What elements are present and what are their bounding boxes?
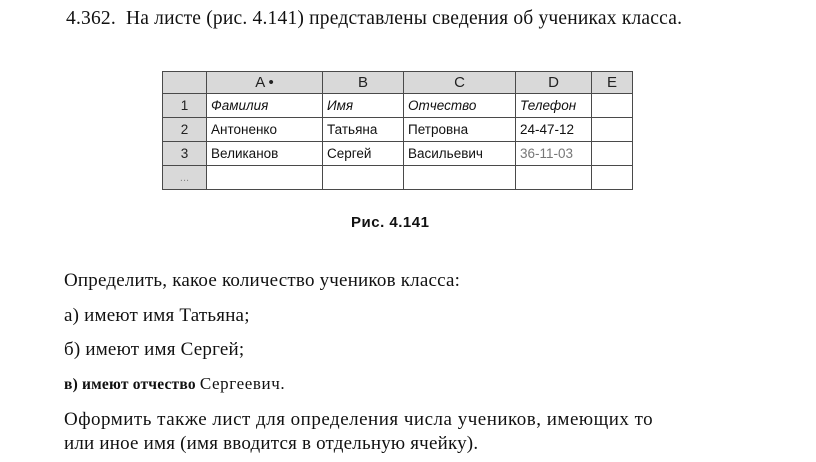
row-number: 1	[163, 94, 207, 118]
extra-task-line-1: Оформить также лист для определения числа учеников, имеющих то	[64, 409, 654, 430]
problem-statement	[66, 8, 682, 30]
table-row	[163, 94, 633, 118]
row-number: 2	[163, 118, 207, 142]
cell-d4	[516, 166, 592, 190]
cell-a4	[207, 166, 323, 190]
cell-c3: Васильевич	[404, 142, 516, 166]
cell-d3: 36-11-03	[516, 142, 592, 166]
question-b: б) имеют имя Сергей;	[64, 339, 245, 360]
cell-e2	[592, 118, 633, 142]
table-row	[163, 142, 633, 166]
cell-c1: Отчество	[404, 94, 516, 118]
table-row	[163, 118, 633, 142]
cell-c4	[404, 166, 516, 190]
question-a: а) имеют имя Татьяна;	[64, 305, 250, 326]
cell-e4	[592, 166, 633, 190]
row-number: 3	[163, 142, 207, 166]
column-header-d: D	[516, 72, 592, 94]
extra-task-line-2: или иное имя (имя вводится в отдельную ячейку).	[64, 433, 479, 454]
column-header-b: B	[323, 72, 404, 94]
cell-e3	[592, 142, 633, 166]
question-c-bold: в) имеют отчество	[64, 376, 196, 393]
column-header-a: A •	[207, 72, 323, 94]
cell-b1: Имя	[323, 94, 404, 118]
cell-a1: Фамилия	[207, 94, 323, 118]
problem-text: На листе (рис. 4.141) представлены сведения об учениках класса.	[125, 8, 683, 29]
spreadsheet-figure	[162, 71, 633, 190]
cell-a3: Великанов	[207, 142, 323, 166]
cell-d1: Телефон	[516, 94, 592, 118]
header-mark: •	[268, 74, 274, 91]
cell-a2: Антоненко	[207, 118, 323, 142]
cell-b2: Татьяна	[323, 118, 404, 142]
column-header-row	[163, 72, 633, 94]
cell-e1	[592, 94, 633, 118]
cell-c2: Петровна	[404, 118, 516, 142]
question-c	[64, 374, 285, 394]
cell-b3: Сергей	[323, 142, 404, 166]
row-number: ...	[163, 166, 207, 190]
cell-d2: 24-47-12	[516, 118, 592, 142]
cell-b4	[323, 166, 404, 190]
question-c-rest: Сергеевич.	[199, 374, 286, 393]
column-header-e: E	[592, 72, 633, 94]
column-header-c: C	[404, 72, 516, 94]
corner-cell	[163, 72, 207, 94]
question-intro: Определить, какое количество учеников класса:	[64, 270, 461, 291]
table-row	[163, 166, 633, 190]
figure-caption: Рис. 4.141	[351, 214, 430, 231]
problem-number: 4.362.	[66, 8, 116, 29]
